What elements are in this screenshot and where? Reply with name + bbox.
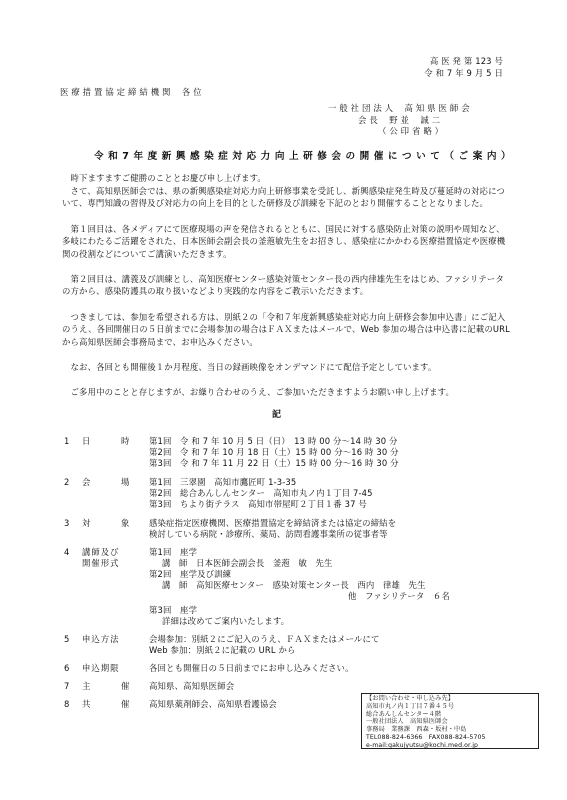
item-7-label: 主 催: [82, 681, 144, 691]
item-5-line-1: 会場参加：別紙２にご記入のうえ、ＦＡＸまたはメールにて: [149, 634, 380, 644]
document-number: 高 医 発 第 123 号: [429, 56, 503, 66]
contact-building: 総合あんしんセンター４階: [366, 710, 442, 718]
item-5-number: 5: [64, 634, 70, 644]
item-4-label-1: 講師及び: [82, 547, 120, 557]
contact-staff: 事務局 業務課 西森・坂村・中島: [366, 726, 467, 734]
document-title: 令 和 7 年 度 新 興 感 染 症 対 応 力 向 上 研 修 会 の 開 催 に つ い て （ ご 案 内 ）: [94, 151, 512, 162]
item-4-label-2: 開催形式: [82, 558, 120, 568]
paragraph-2: 第１回目は、各メディアにて医療現場の声を発信されるとともに、国民に対する感染防止対策の説明や周知など、多岐にわたるご活躍をされた、日本医師会副会長の釜萢敏先生をお招きし、感染症にかかわる医療措置協定や医療機関の役割などについてご講演いただきます。: [62, 224, 506, 259]
contact-address: 高知市丸ノ内１丁目７番４５号: [366, 702, 455, 710]
item-2-line-2: 第2回 総合あんしんセンター 高知市丸ノ内１丁目 7-45: [149, 488, 373, 498]
item-4-line-3: 第2回 座学及び訓練: [149, 569, 232, 579]
item-3-line-2: 検討している病院・診療所、薬局、訪問看護事業所の従事者等: [149, 529, 388, 539]
contact-phone-fax: TEL088-824-6366 FAX088-824-5705: [366, 733, 486, 741]
item-1-number: 1: [64, 436, 70, 446]
item-4-line-1: 第1回 座学: [149, 547, 198, 557]
item-5-label: 申込方法: [82, 634, 120, 644]
item-4-line-4: 講 師 高知医療センター 感染対策センター長 西内 律雄 先生: [162, 580, 426, 590]
contact-box: [361, 693, 539, 749]
item-8-line-1: 高知県薬剤師会、高知県看護協会: [149, 699, 277, 709]
item-7-number: 7: [64, 681, 70, 691]
item-4-line-6: 第3回 座学: [149, 605, 198, 615]
item-2-number: 2: [64, 477, 70, 487]
item-8-number: 8: [64, 699, 70, 709]
greeting: 時下ますますご健勝のこととお慶び申し上げます。: [62, 173, 266, 183]
item-4-line-7: 詳細は改めてご案内いたします。: [162, 616, 290, 626]
item-1-line-2: 第2回 令 和 7 年 10 月 18 日（土）15 時 00 分～16 時 30 分: [149, 447, 399, 457]
contact-organization: 一般社団法人 高知県医師会: [366, 718, 448, 726]
contact-heading: 【お問い合わせ・申し込み先】: [366, 695, 455, 702]
paragraph-6: ご多用中のことと存じますが、お繰り合わせのうえ、ご参加いただきますようお願い申し上げます。: [62, 387, 454, 397]
contact-email[interactable]: e-mail:gakujyutsu@kochi.med.or.jp: [366, 741, 479, 749]
item-3-label: 対 象: [82, 518, 144, 528]
item-1-line-1: 第1回 令 和 7 年 10 月 5 日（日） 13 時 00 分～14 時 30 分: [149, 436, 398, 446]
paragraph-5: なお、各回とも開催後１か月程度、当日の録画映像をオンデマンドにて配信予定としています。: [62, 362, 437, 372]
item-3-number: 3: [64, 518, 70, 528]
paragraph-4: つきましては、参加を希望される方は、別紙２の「令和７年度新興感染症対応力向上研修会参加申込書」にご記入のうえ、各回開催日の５日前までに会場参加の場合はＦＡＸまたはメールで、Web 参加の場合は申込書に記載のURLから高知県医師会事務局まで、お申込みください。: [62, 312, 510, 347]
paragraph-3: 第２回目は、講義及び訓練とし、高知医療センター感染対策センター長の西内律雄先生をはじめ、ファシリテータの方から、感染防護具の取り扱いなどより実践的な内容をご教示いただきます。: [62, 274, 504, 297]
item-1-label: 日 時: [82, 436, 144, 446]
ki-heading: 記: [272, 410, 282, 420]
item-5-line-2: Web 参加：別紙２に記載の URL から: [149, 645, 296, 655]
sender-name: 会 長 野 並 誠 二: [358, 115, 441, 125]
item-1-line-3: 第3回 令 和 7 年 11 月 22 日（土）15 時 00 分～16 時 30 分: [149, 458, 399, 468]
item-7-line-1: 高知県、高知県医師会: [149, 681, 235, 691]
item-4-line-2: 講 師 日本医師会副会長 釜萢 敏 先生: [162, 558, 333, 568]
item-4-line-5: 他 ファシリテータ ６名: [348, 591, 450, 601]
item-2-label: 会 場: [82, 477, 144, 487]
item-8-label: 共 催: [82, 699, 144, 709]
item-3-line-1: 感染症指定医療機関、医療措置協定を締結済または協定の締結を: [149, 518, 397, 528]
document-date: 令 和 7 年 9 月 5 日: [424, 68, 503, 78]
seal-omitted-note: （ 公 印 省 略 ）: [378, 126, 444, 136]
sender-organization: 一 般 社 団 法 人 高 知 県 医 師 会: [328, 103, 470, 113]
item-6-line-1: 各回とも開催日の５日前までにお申し込みください。: [149, 663, 354, 673]
item-2-line-1: 第1回 三翠園 高知市鷹匠町 1-3-35: [149, 477, 297, 487]
paragraph-1: さて、高知県医師会では、県の新興感染症対応力向上研修事業を受託し、新興感染症発生時及び蔓延時の対応について、専門知識の習得及び対応力の向上を目的とした研修及び訓練を下記のとおり開催することとなりました。: [62, 186, 505, 209]
item-6-label: 申込期限: [82, 663, 120, 673]
item-6-number: 6: [64, 663, 70, 673]
item-2-line-3: 第3回 ちより街テラス 高知市帯屋町２丁目１番 37 号: [149, 499, 367, 509]
recipient: 医 療 措 置 協 定 締 結 機 関 各 位: [60, 87, 202, 97]
item-4-number: 4: [64, 547, 70, 557]
